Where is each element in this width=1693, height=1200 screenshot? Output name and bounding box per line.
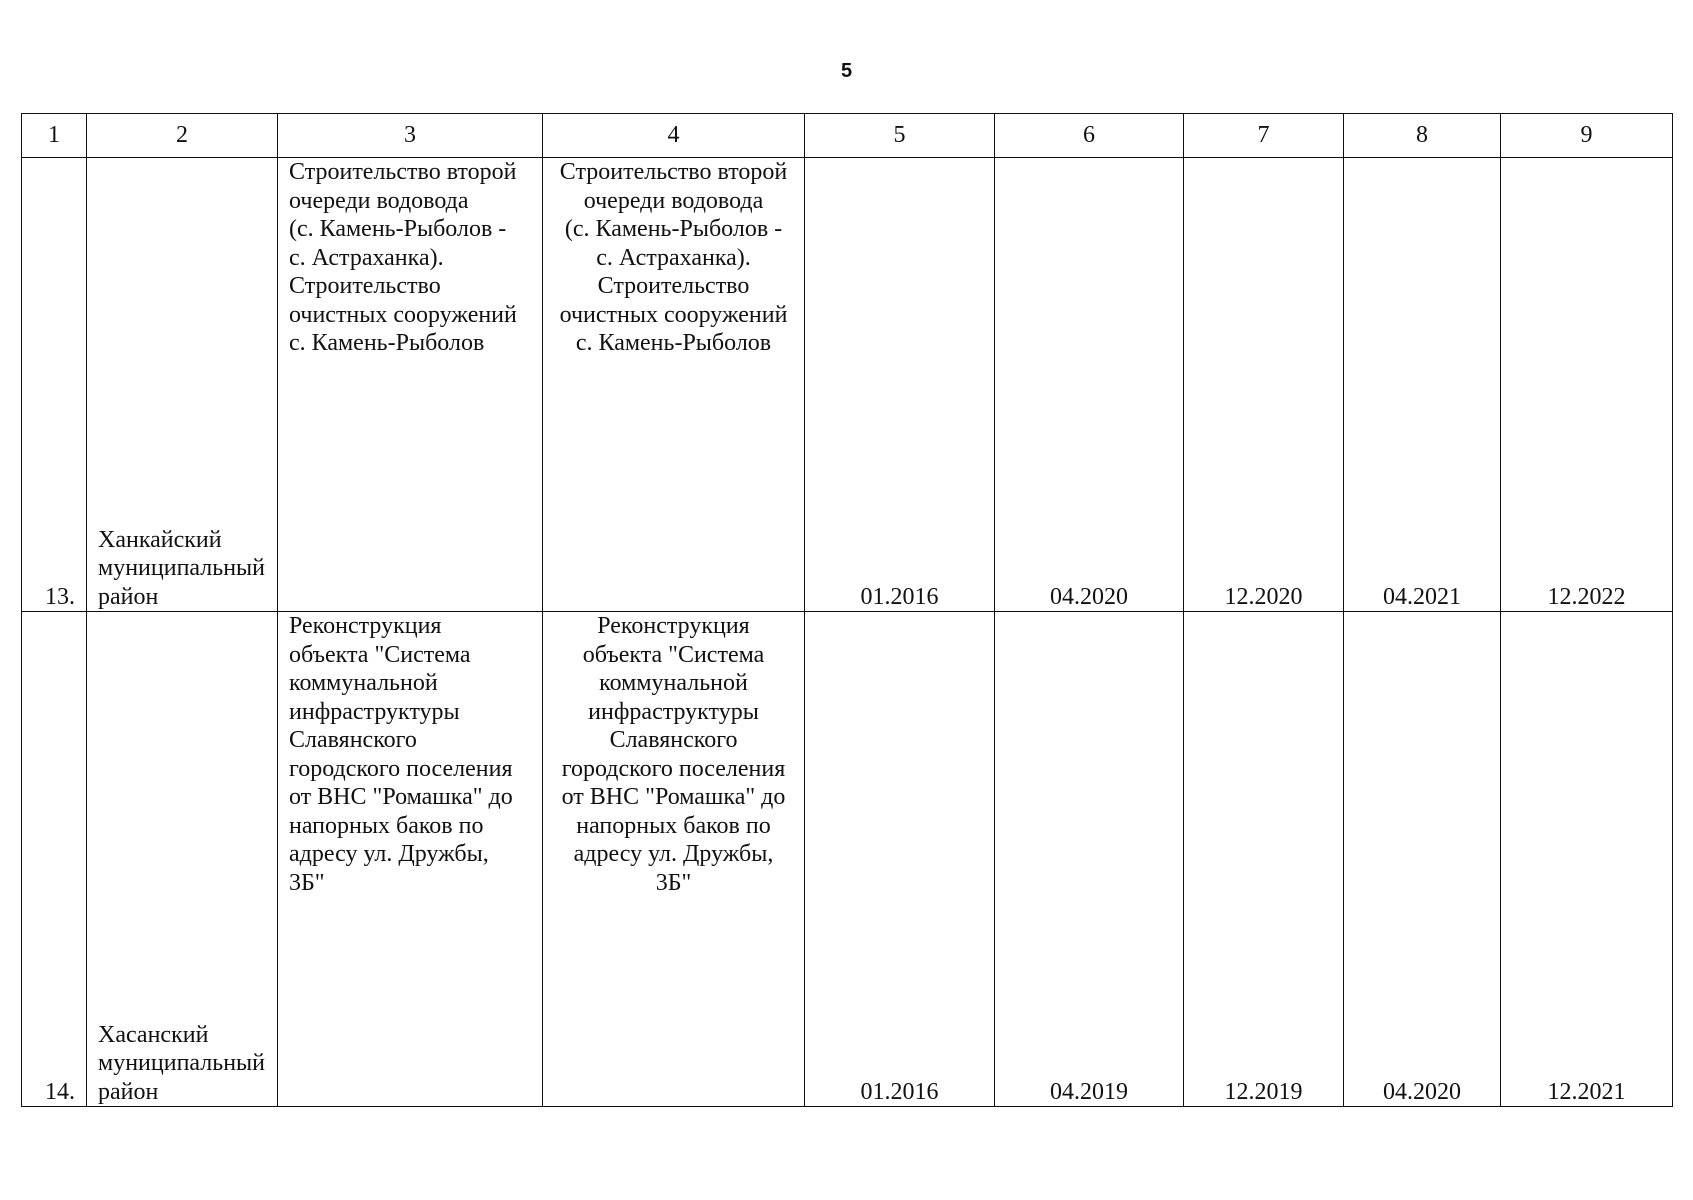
table-row [22, 612, 1673, 1107]
column-header-3: 3 [278, 114, 543, 158]
date-col5: 01.2016 [805, 612, 995, 1107]
column-header-8: 8 [1344, 114, 1501, 158]
district-name: Хасанский муниципальный район [87, 612, 278, 1107]
project-description: Реконструкция объекта "Система коммунальной инфраструктуры Славянского городского поселения от ВНС "Ромашка" до напорных баков по адресу ул. Дружбы, 3Б" [278, 612, 543, 1107]
date-col5: 01.2016 [805, 158, 995, 612]
column-header-7: 7 [1184, 114, 1344, 158]
column-header-5: 5 [805, 114, 995, 158]
column-header-4: 4 [543, 114, 805, 158]
column-header-2: 2 [87, 114, 278, 158]
date-col7: 12.2020 [1184, 158, 1344, 612]
project-description: Строительство второй очереди водовода (с. Камень-Рыболов - с. Астраханка). Строительство очистных сооружений с. Камень-Рыболов [278, 158, 543, 612]
date-col6: 04.2020 [995, 158, 1184, 612]
date-col8: 04.2021 [1344, 158, 1501, 612]
header-row [22, 114, 1673, 158]
district-name: Ханкайский муниципальный район [87, 158, 278, 612]
row-number: 13. [22, 158, 87, 612]
column-header-6: 6 [995, 114, 1184, 158]
date-col8: 04.2020 [1344, 612, 1501, 1107]
schedule-table [21, 113, 1673, 1107]
date-col9: 12.2021 [1501, 612, 1673, 1107]
column-header-9: 9 [1501, 114, 1673, 158]
column-header-1: 1 [22, 114, 87, 158]
object-description: Строительство второй очереди водовода (с. Камень-Рыболов - с. Астраханка). Строительство очистных сооружений с. Камень-Рыболов [543, 158, 805, 612]
date-col7: 12.2019 [1184, 612, 1344, 1107]
table-row [22, 158, 1673, 612]
page-number: 5 [840, 60, 853, 82]
row-number: 14. [22, 612, 87, 1107]
date-col9: 12.2022 [1501, 158, 1673, 612]
date-col6: 04.2019 [995, 612, 1184, 1107]
object-description: Реконструкция объекта "Система коммунальной инфраструктуры Славянского городского поселения от ВНС "Ромашка" до напорных баков по адресу ул. Дружбы, 3Б" [543, 612, 805, 1107]
